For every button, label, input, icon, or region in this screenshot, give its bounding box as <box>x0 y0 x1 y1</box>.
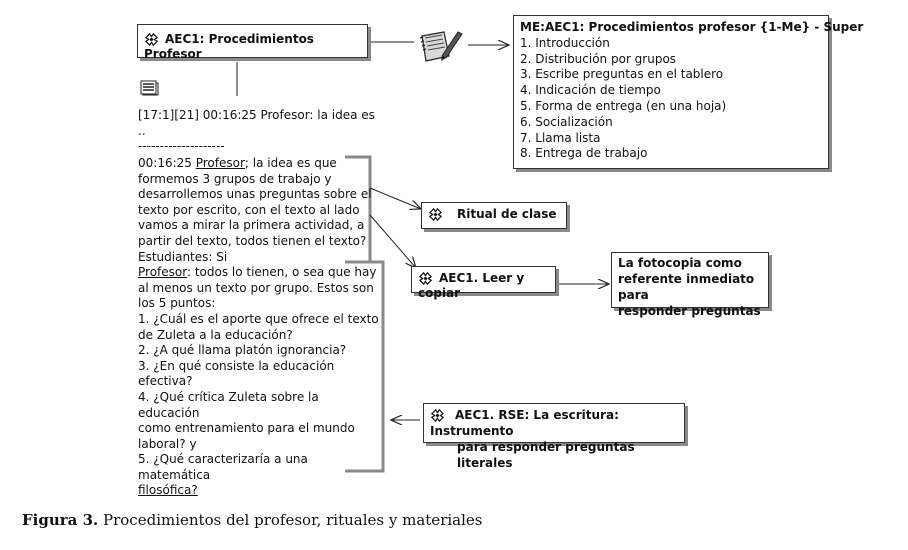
transcript-line: laboral? y <box>138 436 197 451</box>
transcript-line: 3. ¿En qué consiste la educación <box>138 358 335 373</box>
comment-line: La fotocopia como <box>618 256 742 270</box>
memo-icon[interactable] <box>416 26 468 64</box>
code-label-line2: para responder preguntas literales <box>457 440 635 470</box>
figure-text: Procedimientos del profesor, rituales y materiales <box>98 511 483 529</box>
transcript-line: 5. ¿Qué caracterizaría a una matemática <box>138 452 308 482</box>
memo-item: 3. Escribe preguntas en el tablero <box>520 67 724 82</box>
transcript-line: de Zuleta a la educación? <box>138 327 293 342</box>
quotation-ref: [17:1][21] 00:16:25 Profesor: la idea es <box>138 108 375 122</box>
code-label: AEC1. Leer y copiar <box>418 271 525 300</box>
transcript-line: Estudiantes: Si <box>138 249 228 264</box>
code-label: AEC1: Procedimientos Profesor <box>144 32 314 61</box>
quotation-ellipsis: .. <box>138 123 146 138</box>
memo-item: 2. Distribución por grupos <box>520 51 677 66</box>
code-icon <box>144 32 159 47</box>
memo-item: 7. Llama lista <box>520 130 601 145</box>
transcript-line: filosófica? <box>138 483 198 498</box>
figure-caption <box>22 511 482 529</box>
transcript-line: al menos un texto por grupo. Estos son <box>138 280 374 295</box>
transcript-line: 1. ¿Cuál es el aporte que ofrece el texto <box>138 311 379 326</box>
memo-item: 1. Introducción <box>520 35 610 50</box>
transcript-line: 00:16:25 Profesor; la idea es que <box>138 156 337 170</box>
transcript-line: como entrenamiento para el mundo <box>138 421 355 436</box>
transcript-line: partir del texto, todos tienen el texto? <box>138 233 367 248</box>
speaker-link[interactable]: Profesor <box>195 156 245 170</box>
speaker-link[interactable]: Profesor <box>138 265 187 280</box>
memo-item: 6. Socialización <box>520 114 613 129</box>
transcript-line: 2. ¿A qué llama platón ignorancia? <box>138 343 347 358</box>
quotation-icon[interactable] <box>140 80 160 96</box>
figure-label: Figura 3. <box>22 511 99 529</box>
transcript-line: Profesor: todos lo tienen, o sea que hay <box>138 265 377 280</box>
quotation-transcript <box>138 156 383 499</box>
memo-title: ME:AEC1: Procedimientos profesor {1-Me} - Super <box>520 20 864 34</box>
comment-line: referente inmediato para <box>618 272 755 302</box>
comment-line: responder preguntas <box>618 304 761 318</box>
code-icon <box>418 271 433 286</box>
code-icon <box>430 408 445 423</box>
code-node-ritual[interactable] <box>421 202 567 229</box>
transcript-line: 4. ¿Qué crítica Zuleta sobre la educación <box>138 389 319 420</box>
memo-box[interactable] <box>513 15 864 169</box>
memo-item: 5. Forma de entrega (en una hoja) <box>520 98 727 113</box>
transcript-line: formemos 3 grupos de trabajo y <box>138 171 332 186</box>
comment-node-fotocopia[interactable] <box>611 252 769 318</box>
transcript-line: desarrollemos unas preguntas sobre el <box>138 187 372 202</box>
code-node-leer-copiar[interactable] <box>411 266 556 300</box>
transcript-line: efectiva? <box>138 374 193 389</box>
code-icon <box>428 207 443 222</box>
quotation-separator: -------------------- <box>138 139 225 153</box>
memo-item: 4. Indicación de tiempo <box>520 83 661 98</box>
code-node-rse[interactable] <box>423 403 685 470</box>
transcript-line: los 5 puntos: <box>138 296 216 311</box>
transcript-line: vamos a mirar la primera actividad, a <box>138 218 365 233</box>
code-label: AEC1. RSE: La escritura: Instrumento <box>430 408 619 438</box>
code-node-procedimientos[interactable] <box>137 24 368 61</box>
quotation-header <box>138 108 383 155</box>
transcript-line: texto por escrito, con el texto al lado <box>138 202 360 217</box>
memo-item: 8. Entrega de trabajo <box>520 146 648 161</box>
memo-list <box>520 36 822 162</box>
code-label: Ritual de clase <box>457 207 557 221</box>
